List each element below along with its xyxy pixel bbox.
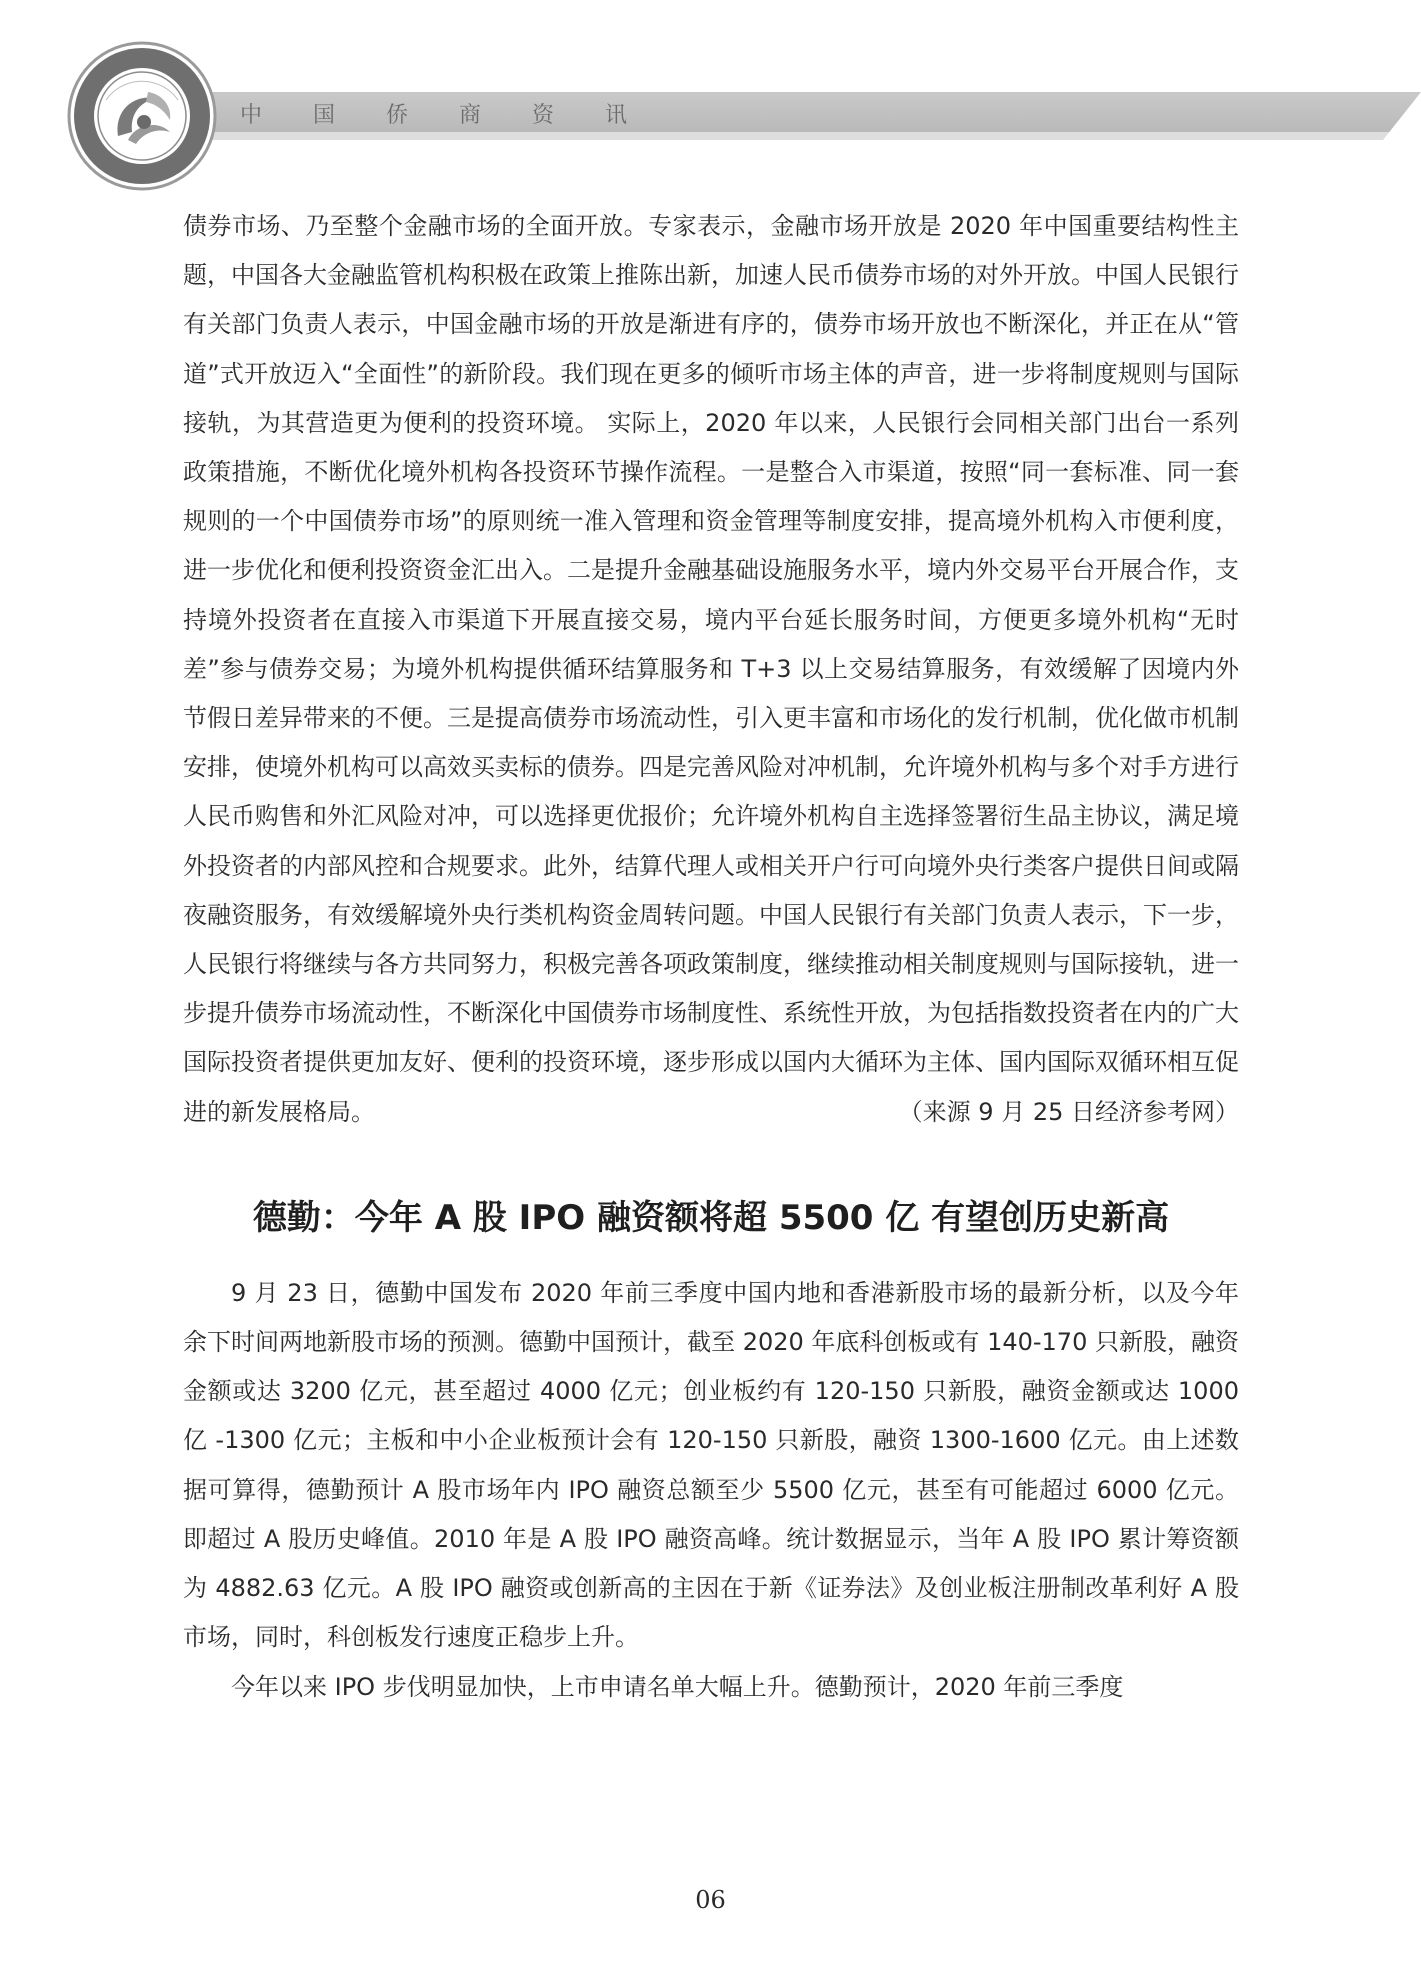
header-corner <box>1383 92 1421 140</box>
publication-title: 中 国 侨 商 资 讯 <box>240 103 649 128</box>
section-heading: 德勤：今年 A 股 IPO 融资额将超 5500 亿 有望创历史新高 <box>252 1197 1170 1238</box>
article-paragraph: 今年以来 IPO 步伐明显加快，上市申请名单大幅上升。德勤预计，2020 年前三季度 <box>231 1672 1124 1701</box>
article-source: （来源 9 月 25 日经济参考网） <box>898 1097 1239 1126</box>
page-number: 06 <box>695 1886 726 1914</box>
association-logo-icon <box>66 40 218 192</box>
article-paragraph: 债券市场、乃至整个金融市场的全面开放。专家表示，金融市场开放是 2020 年中国重要结构性主题，中国各大金融监管机构积极在政策上推陈出新，加速人民币债券市场的对外开放。中国人民银行有关部门负责人表示，中国金融市场的开放是渐进有序的，债券市场开放也不断深化，并正在从“管道”式开放迈入“全面性”的新阶段。我们现在更多的倾听市场主体的声音，进一步将制度规则与国际接轨，为其营造更为便利的投资环境。 实际上，2020 年以来，人民银行会同相关部门出台一系列政策措施，不断优化境外机构各投资环节操作流程。一是整合入市渠道，按照“同一套标准、同一套规则的一个中国债券市场”的原则统一准入管理和资金管理等制度安排，提高境外机构入市便利度，进一步优化和便利投资资金汇出入。二是提升金融基础设施服务水平，境内外交易平台开展合作，支持境外投资者在直接入市渠道下开展直接交易，境内平台延长服务时间，方便更多境外机构“无时差”参与债券交易；为境外机构提供循环结算服务和 T+3 以上交易结算服务，有效缓解了因境内外节假日差异带来的不便。三是提高债券市场流动性，引入更丰富和市场化的发行机制，优化做市机制安排，使境外机构可以高效买卖标的债券。四是完善风险对冲机制，允许境外机构与多个对手方进行人民币购售和外汇风险对冲，可以选择更优报价；允许境外机构自主选择签署衍生品主协议，满足境外投资者的内部风控和合规要求。此外，结算代理人或相关开户行可向境外央行类客户提供日间或隔夜融资服务，有效缓解境外央行类机构资金周转问题。中国人民银行有关部门负责人表示，下一步，人民银行将继续与各方共同努力，积极完善各项政策制度，继续推动相关制度规则与国际接轨，进一步提升债券市场流动性，不断深化中国债券市场制度性、系统性开放，为包括指数投资者在内的广大国际投资者提供更加友好、便利的投资环境，逐步形成以国内大循环为主体、国内国际双循环相互促进的新发展格局。 <box>183 212 1239 1126</box>
article-paragraph: 9 月 23 日，德勤中国发布 2020 年前三季度中国内地和香港新股市场的最新分析，以及今年余下时间两地新股市场的预测。德勤中国预计，截至 2020 年底科创板或有 140-170 只新股，融资金额或达 3200 亿元，甚至超过 4000 亿元；创业板约有 120-150 只新股，融资金额或达 1000 亿 -1300 亿元；主板和中小企业板预计会有 120-150 只新股，融资 1300-1600 亿元。由上述数据可算得，德勤预计 A 股市场年内 IPO 融资总额至少 5500 亿元，甚至有可能超过 6000 亿元。即超过 A 股历史峰值。2010 年是 A 股 IPO 融资高峰。统计数据显示，当年 A 股 IPO 累计筹资额为 4882.63 亿元。A 股 IPO 融资或创新高的主因在于新《证券法》及创业板注册制改革利好 A 股市场，同时，科创板发行速度正稳步上升。 <box>183 1278 1239 1652</box>
header-band-shadow <box>150 132 1421 140</box>
page-body <box>183 202 1239 1712</box>
